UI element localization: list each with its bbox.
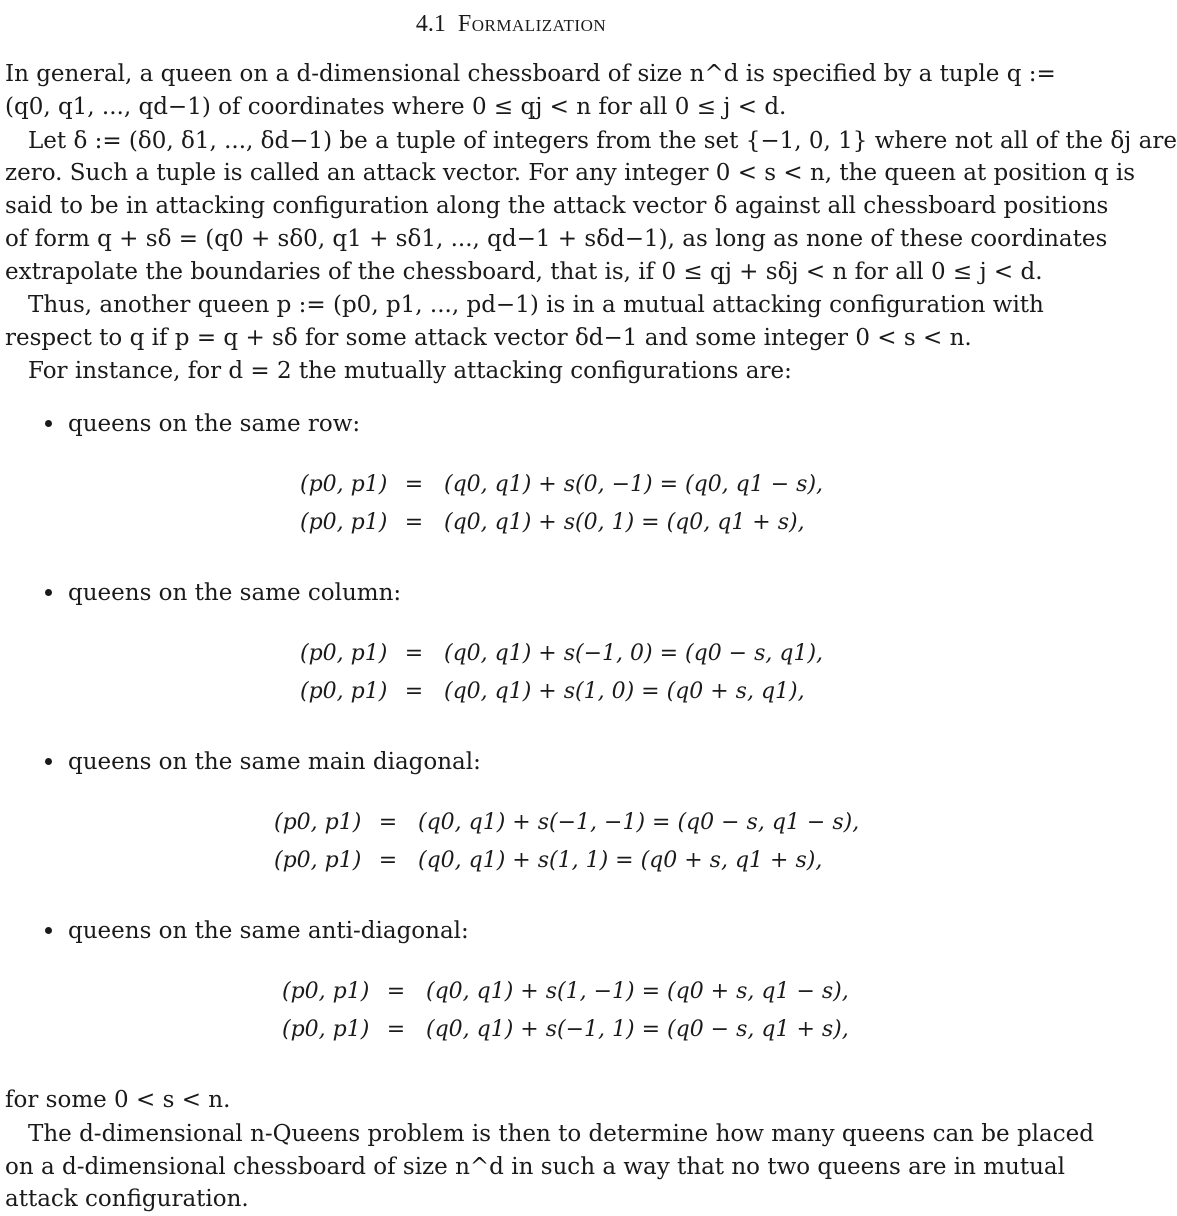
para2-line1: Let δ := (δ0, δ1, ..., δd−1) be a tuple of integers from the set {−1, 0, 1} where not all of the δj are <box>28 128 1177 154</box>
bullet-dot <box>45 589 52 596</box>
bullet-dot <box>45 927 52 934</box>
equation-lhs: (p0, p1) <box>300 510 388 535</box>
equals-sign: = <box>404 679 424 704</box>
section-title: Formalization <box>457 11 607 37</box>
equals-sign: = <box>404 472 424 497</box>
para2-line5: extrapolate the boundaries of the chessboard, that is, if 0 ≤ qj + sδj < n for all 0 ≤ j < d. <box>5 259 1043 285</box>
equation-row-1 <box>300 469 823 501</box>
section-heading <box>0 8 1022 40</box>
para2-line3: said to be in attacking configuration along the attack vector δ against all chessboard positions <box>5 193 1109 219</box>
equation-rhs: (q0, q1) + s(−1, −1) = (q0 − s, q1 − s), <box>418 810 860 835</box>
para2-line2: zero. Such a tuple is called an attack vector. For any integer 0 < s < n, the queen at position q is <box>5 160 1136 186</box>
equation-lhs: (p0, p1) <box>300 641 388 666</box>
bullet-row-label: queens on the same row: <box>68 411 361 437</box>
equation-rhs: (q0, q1) + s(−1, 0) = (q0 − s, q1), <box>444 641 824 666</box>
bullet-anti-diagonal <box>45 915 469 948</box>
equation-lhs: (p0, p1) <box>274 848 362 873</box>
equals-sign: = <box>386 979 406 1004</box>
equation-rhs: (q0, q1) + s(−1, 1) = (q0 − s, q1 + s), <box>426 1017 849 1042</box>
bullet-anti-diagonal-label: queens on the same anti-diagonal: <box>68 918 469 944</box>
bullet-row <box>45 408 360 441</box>
equation-lhs: (p0, p1) <box>274 810 362 835</box>
equals-sign: = <box>378 810 398 835</box>
para1-line1: In general, a queen on a d-dimensional chessboard of size n^d is specified by a tuple q := <box>5 61 1056 87</box>
bullet-column-label: queens on the same column: <box>68 580 402 606</box>
para6-line2: on a d-dimensional chessboard of size n^d in such a way that no two queens are in mutual <box>5 1154 1065 1180</box>
bullet-main-diagonal-label: queens on the same main diagonal: <box>68 749 481 775</box>
equation-lhs: (p0, p1) <box>282 1017 370 1042</box>
para6-line1: The d-dimensional n-Queens problem is then to determine how many queens can be placed <box>28 1121 1094 1147</box>
para5-line1: for some 0 < s < n. <box>5 1087 231 1113</box>
equation-anti-diagonal-2 <box>282 1014 849 1046</box>
equals-sign: = <box>378 848 398 873</box>
bullet-main-diagonal <box>45 746 481 779</box>
equation-rhs: (q0, q1) + s(0, −1) = (q0, q1 − s), <box>444 472 824 497</box>
equation-lhs: (p0, p1) <box>300 679 388 704</box>
para1-line2: (q0, q1, ..., qd−1) of coordinates where 0 ≤ qj < n for all 0 ≤ j < d. <box>5 94 787 120</box>
para2-line4: of form q + sδ = (q0 + sδ0, q1 + sδ1, ..., qd−1 + sδd−1), as long as none of these coordinates <box>5 226 1108 252</box>
bullet-dot <box>45 758 52 765</box>
equation-main-diagonal-1 <box>274 807 859 839</box>
bullet-dot <box>45 420 52 427</box>
equals-sign: = <box>404 641 424 666</box>
equation-lhs: (p0, p1) <box>300 472 388 497</box>
para3-line2: respect to q if p = q + sδ for some attack vector δd−1 and some integer 0 < s < n. <box>5 325 972 351</box>
para3-line1: Thus, another queen p := (p0, p1, ..., pd−1) is in a mutual attacking configuration with <box>28 292 1044 318</box>
equation-lhs: (p0, p1) <box>282 979 370 1004</box>
equation-row-2 <box>300 507 805 539</box>
equation-rhs: (q0, q1) + s(1, 1) = (q0 + s, q1 + s), <box>418 848 823 873</box>
equation-anti-diagonal-1 <box>282 976 849 1008</box>
equation-main-diagonal-2 <box>274 845 822 877</box>
para6-line3: attack configuration. <box>5 1186 249 1212</box>
equation-rhs: (q0, q1) + s(0, 1) = (q0, q1 + s), <box>444 510 805 535</box>
equation-column-1 <box>300 638 823 670</box>
section-number: 4.1 <box>415 11 446 37</box>
bullet-column <box>45 577 401 610</box>
equals-sign: = <box>386 1017 406 1042</box>
equation-rhs: (q0, q1) + s(1, −1) = (q0 + s, q1 − s), <box>426 979 849 1004</box>
equals-sign: = <box>404 510 424 535</box>
para4-line1: For instance, for d = 2 the mutually attacking configurations are: <box>28 358 792 384</box>
equation-column-2 <box>300 676 805 708</box>
equation-rhs: (q0, q1) + s(1, 0) = (q0 + s, q1), <box>444 679 805 704</box>
